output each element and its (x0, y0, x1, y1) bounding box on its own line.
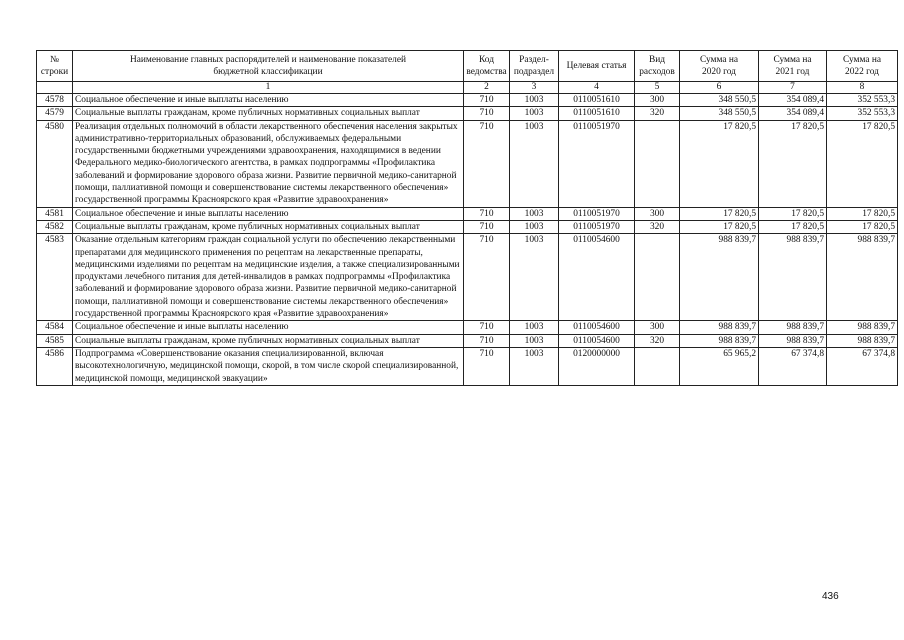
row-name-cell: Социальные выплаты гражданам, кроме публичных нормативных социальных выплат (73, 334, 464, 347)
expense-kind-cell: 320 (635, 220, 680, 233)
table-row (37, 220, 898, 233)
row-number-cell: 4581 (37, 207, 73, 220)
column-number: 4 (559, 82, 635, 94)
row-number-cell: 4586 (37, 347, 73, 385)
expense-kind-cell: 300 (635, 321, 680, 334)
header-department-code: Код ведомства (464, 51, 510, 82)
row-number-cell: 4578 (37, 94, 73, 107)
target-article-cell: 0110054600 (559, 334, 635, 347)
table-row (37, 321, 898, 334)
row-name-cell: Социальное обеспечение и иные выплаты населению (73, 207, 464, 220)
sum-2020-cell: 17 820,5 (680, 207, 759, 220)
page-number: 436 (822, 591, 839, 602)
sum-2020-cell: 17 820,5 (680, 120, 759, 207)
department-code-cell: 710 (464, 220, 510, 233)
department-code-cell: 710 (464, 334, 510, 347)
column-number: 7 (759, 82, 827, 94)
row-name-cell: Реализация отдельных полномочий в области лекарственного обеспечения населения закрытых административно-территориальных образований, обслуживаемых федеральными государственными бюджетными учреждениями здравоохранения, находящимися в ведении Федерального медико-биологического агентства, в рамках подпрограммы «Профилактика заболеваний и формирование здорового образа жизни. Развитие первичной медико-санитарной помощи, паллиативной помощи и совершенствование системы лекарственного обеспечения» государственной программы Красноярского края «Развитие здравоохранения» (73, 120, 464, 207)
row-name-cell: Социальное обеспечение и иные выплаты населению (73, 94, 464, 107)
sum-2020-cell: 348 550,5 (680, 94, 759, 107)
expense-kind-cell (635, 120, 680, 207)
sum-2021-cell: 67 374,8 (759, 347, 827, 385)
department-code-cell: 710 (464, 234, 510, 321)
expense-kind-cell: 300 (635, 94, 680, 107)
table-header-row (37, 51, 898, 82)
header-row-number: № строки (37, 51, 73, 82)
section-cell: 1003 (510, 220, 559, 233)
sum-2021-cell: 354 089,4 (759, 107, 827, 120)
target-article-cell: 0110054600 (559, 321, 635, 334)
section-cell: 1003 (510, 94, 559, 107)
table-row (37, 120, 898, 207)
sum-2020-cell: 348 550,5 (680, 107, 759, 120)
header-expense-kind: Вид расходов (635, 51, 680, 82)
target-article-cell: 0120000000 (559, 347, 635, 385)
table-row (37, 107, 898, 120)
sum-2020-cell: 988 839,7 (680, 321, 759, 334)
sum-2021-cell: 17 820,5 (759, 207, 827, 220)
table-row (37, 234, 898, 321)
department-code-cell: 710 (464, 120, 510, 207)
sum-2022-cell: 17 820,5 (827, 120, 898, 207)
table-body (37, 94, 898, 386)
section-cell: 1003 (510, 347, 559, 385)
row-number-cell: 4583 (37, 234, 73, 321)
table-row (37, 334, 898, 347)
row-name-cell: Социальные выплаты гражданам, кроме публичных нормативных социальных выплат (73, 107, 464, 120)
table-row (37, 207, 898, 220)
sum-2022-cell: 352 553,3 (827, 107, 898, 120)
expense-kind-cell: 320 (635, 107, 680, 120)
row-number-cell: 4585 (37, 334, 73, 347)
column-number: 8 (827, 82, 898, 94)
table-row (37, 347, 898, 385)
sum-2021-cell: 17 820,5 (759, 220, 827, 233)
department-code-cell: 710 (464, 207, 510, 220)
column-number (37, 82, 73, 94)
sum-2020-cell: 17 820,5 (680, 220, 759, 233)
sum-2020-cell: 65 965,2 (680, 347, 759, 385)
row-name-cell: Подпрограмма «Совершенствование оказания специализированной, включая высокотехнологичную, медицинской помощи, скорой, в том числе скорой специализированной, медицинской помощи, медицинской эвакуации» (73, 347, 464, 385)
sum-2020-cell: 988 839,7 (680, 234, 759, 321)
row-number-cell: 4582 (37, 220, 73, 233)
header-sum-2020: Сумма на 2020 год (680, 51, 759, 82)
expense-kind-cell: 320 (635, 334, 680, 347)
expense-kind-cell: 300 (635, 207, 680, 220)
sum-2022-cell: 988 839,7 (827, 234, 898, 321)
row-number-cell: 4579 (37, 107, 73, 120)
sum-2021-cell: 17 820,5 (759, 120, 827, 207)
sum-2022-cell: 988 839,7 (827, 321, 898, 334)
department-code-cell: 710 (464, 321, 510, 334)
header-sum-2021: Сумма на 2021 год (759, 51, 827, 82)
column-number-row (37, 82, 898, 94)
expense-kind-cell (635, 347, 680, 385)
section-cell: 1003 (510, 207, 559, 220)
column-number: 2 (464, 82, 510, 94)
target-article-cell: 0110054600 (559, 234, 635, 321)
sum-2021-cell: 988 839,7 (759, 334, 827, 347)
header-target-article: Целевая статья (559, 51, 635, 82)
row-name-cell: Социальное обеспечение и иные выплаты населению (73, 321, 464, 334)
target-article-cell: 0110051610 (559, 107, 635, 120)
column-number: 5 (635, 82, 680, 94)
row-name-cell: Социальные выплаты гражданам, кроме публичных нормативных социальных выплат (73, 220, 464, 233)
budget-table (36, 50, 898, 386)
row-name-cell: Оказание отдельным категориям граждан социальной услуги по обеспечению лекарственными препаратами для медицинского применения по рецептам на лекарственные препараты, медицинскими изделиями по рецептам на медицинские изделия, а также специализированными продуктами лечебного питания для детей-инвалидов в рамках подпрограммы «Профилактика заболеваний и формирование здорового образа жизни. Развитие первичной медико-санитарной помощи, паллиативной помощи и совершенствование системы лекарственного обеспечения» государственной программы Красноярского края «Развитие здравоохранения» (73, 234, 464, 321)
header-sum-2022: Сумма на 2022 год (827, 51, 898, 82)
target-article-cell: 0110051610 (559, 94, 635, 107)
section-cell: 1003 (510, 321, 559, 334)
target-article-cell: 0110051970 (559, 220, 635, 233)
sum-2022-cell: 17 820,5 (827, 220, 898, 233)
section-cell: 1003 (510, 334, 559, 347)
sum-2022-cell: 67 374,8 (827, 347, 898, 385)
column-number: 3 (510, 82, 559, 94)
sum-2021-cell: 988 839,7 (759, 321, 827, 334)
row-number-cell: 4580 (37, 120, 73, 207)
department-code-cell: 710 (464, 347, 510, 385)
department-code-cell: 710 (464, 94, 510, 107)
row-number-cell: 4584 (37, 321, 73, 334)
target-article-cell: 0110051970 (559, 207, 635, 220)
section-cell: 1003 (510, 234, 559, 321)
column-number: 6 (680, 82, 759, 94)
sum-2021-cell: 988 839,7 (759, 234, 827, 321)
sum-2022-cell: 17 820,5 (827, 207, 898, 220)
table-row (37, 94, 898, 107)
expense-kind-cell (635, 234, 680, 321)
sum-2022-cell: 988 839,7 (827, 334, 898, 347)
section-cell: 1003 (510, 120, 559, 207)
section-cell: 1003 (510, 107, 559, 120)
sum-2020-cell: 988 839,7 (680, 334, 759, 347)
target-article-cell: 0110051970 (559, 120, 635, 207)
column-number: 1 (73, 82, 464, 94)
header-name: Наименование главных распорядителей и наименование показателей бюджетной классификации (73, 51, 464, 82)
sum-2021-cell: 354 089,4 (759, 94, 827, 107)
header-section: Раздел- подраздел (510, 51, 559, 82)
sum-2022-cell: 352 553,3 (827, 94, 898, 107)
department-code-cell: 710 (464, 107, 510, 120)
